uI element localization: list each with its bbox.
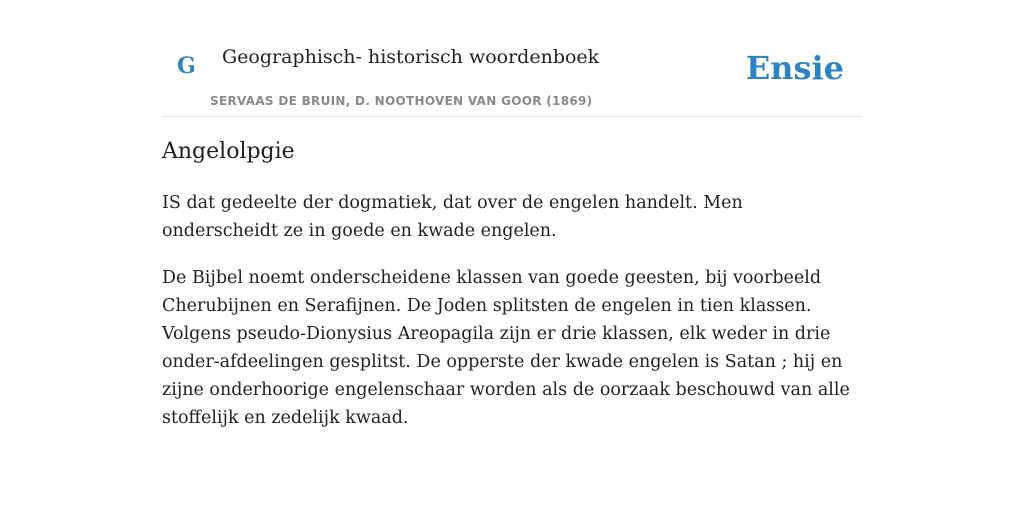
index-letter[interactable]: G — [177, 53, 196, 79]
book-header — [162, 0, 862, 117]
article — [162, 138, 862, 451]
article-paragraph: De Bijbel noemt onderscheidene klassen van goede geesten, bij voorbeeld Cherubijnen en Serafijnen. De Joden splitsten de engelen in tien klassen. Volgens pseudo-Dionysius Areopagila zijn er drie klassen, elk weder in drie onder-afdeelingen gesplitst. De opperste der kwade engelen is Satan ; hij en zijne onderhoorige engelenschaar worden als de oorzaak beschouwd van alle stoffelijk en zedelijk kwaad. — [162, 267, 850, 428]
book-authors: SERVAAS DE BRUIN, D. NOOTHOVEN VAN GOOR (1869) — [210, 94, 593, 108]
entry-title: Angelolpgie — [162, 139, 295, 164]
book-title-link[interactable]: Geographisch- historisch woordenboek — [222, 46, 600, 68]
article-paragraph: IS dat gedeelte der dogmatiek, dat over de engelen handelt. Men onderscheidt ze in goede en kwade engelen. — [162, 192, 743, 241]
ensie-logo-link[interactable]: Ensie — [745, 49, 844, 87]
